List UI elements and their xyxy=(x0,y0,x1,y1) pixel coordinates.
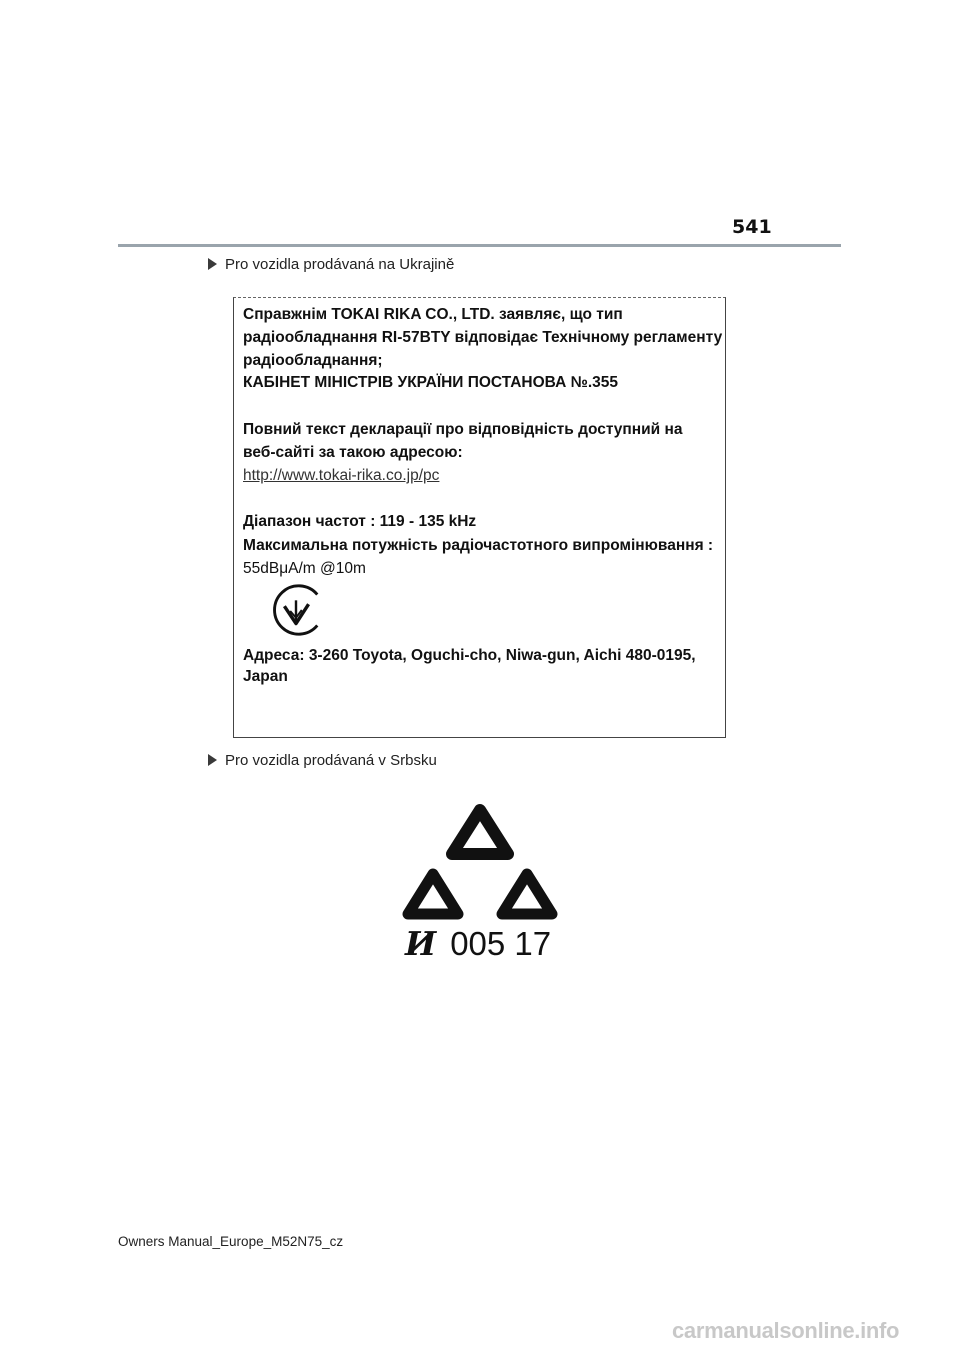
section-heading-serbia-text: Pro vozidla prodávaná v Srbsku xyxy=(225,752,437,769)
section-heading-ukraine-text: Pro vozidla prodávaná na Ukrajině xyxy=(225,256,455,273)
declaration-line: Japan xyxy=(243,668,288,685)
section-heading-ukraine xyxy=(208,256,454,273)
ukraine-declaration-box xyxy=(233,297,726,738)
serbia-approval-letter: И xyxy=(405,924,437,963)
declaration-line: Справжнім TOKAI RIKA CO., LTD. заявляє, що тип xyxy=(243,306,623,323)
declaration-line: радіообладнання RI-57BTY відповідає Технічному регламенту xyxy=(243,329,723,346)
triangle-right-icon xyxy=(208,754,217,766)
declaration-line: Адреса: 3-260 Toyota, Oguchi-cho, Niwa-gun, Aichi 480-0195, xyxy=(243,647,696,664)
declaration-line: радіообладнання; xyxy=(243,352,383,369)
watermark: carmanualsonline.info xyxy=(672,1318,900,1343)
declaration-line: КАБІНЕТ МІНІСТРІВ УКРАЇНИ ПОСТАНОВА №.355 xyxy=(243,374,619,391)
declaration-line: Повний текст декларації про відповідність доступний на xyxy=(243,421,683,438)
declaration-line: Максимальна потужність радіочастотного випромінювання : xyxy=(243,537,714,554)
section-heading-serbia xyxy=(208,752,437,769)
page-footer: Owners Manual_Europe_M52N75_cz xyxy=(118,1234,344,1249)
page-number: 541 xyxy=(732,216,772,238)
declaration-url-link[interactable]: http://www.tokai-rika.co.jp/pc xyxy=(243,467,440,484)
serbia-triple-triangle-mark-icon xyxy=(400,798,560,926)
declaration-line: Діапазон частот : 119 - 135 kHz xyxy=(243,513,477,530)
serbia-approval-code xyxy=(405,924,551,963)
declaration-line: веб-сайті за такою адресою: xyxy=(243,444,463,461)
triangle-right-icon xyxy=(208,258,217,270)
ukraine-conformity-mark-icon xyxy=(267,581,325,639)
declaration-line: 55dBμA/m @10m xyxy=(243,560,366,577)
header-rule xyxy=(118,244,841,247)
serbia-approval-number: 005 17 xyxy=(450,925,552,962)
